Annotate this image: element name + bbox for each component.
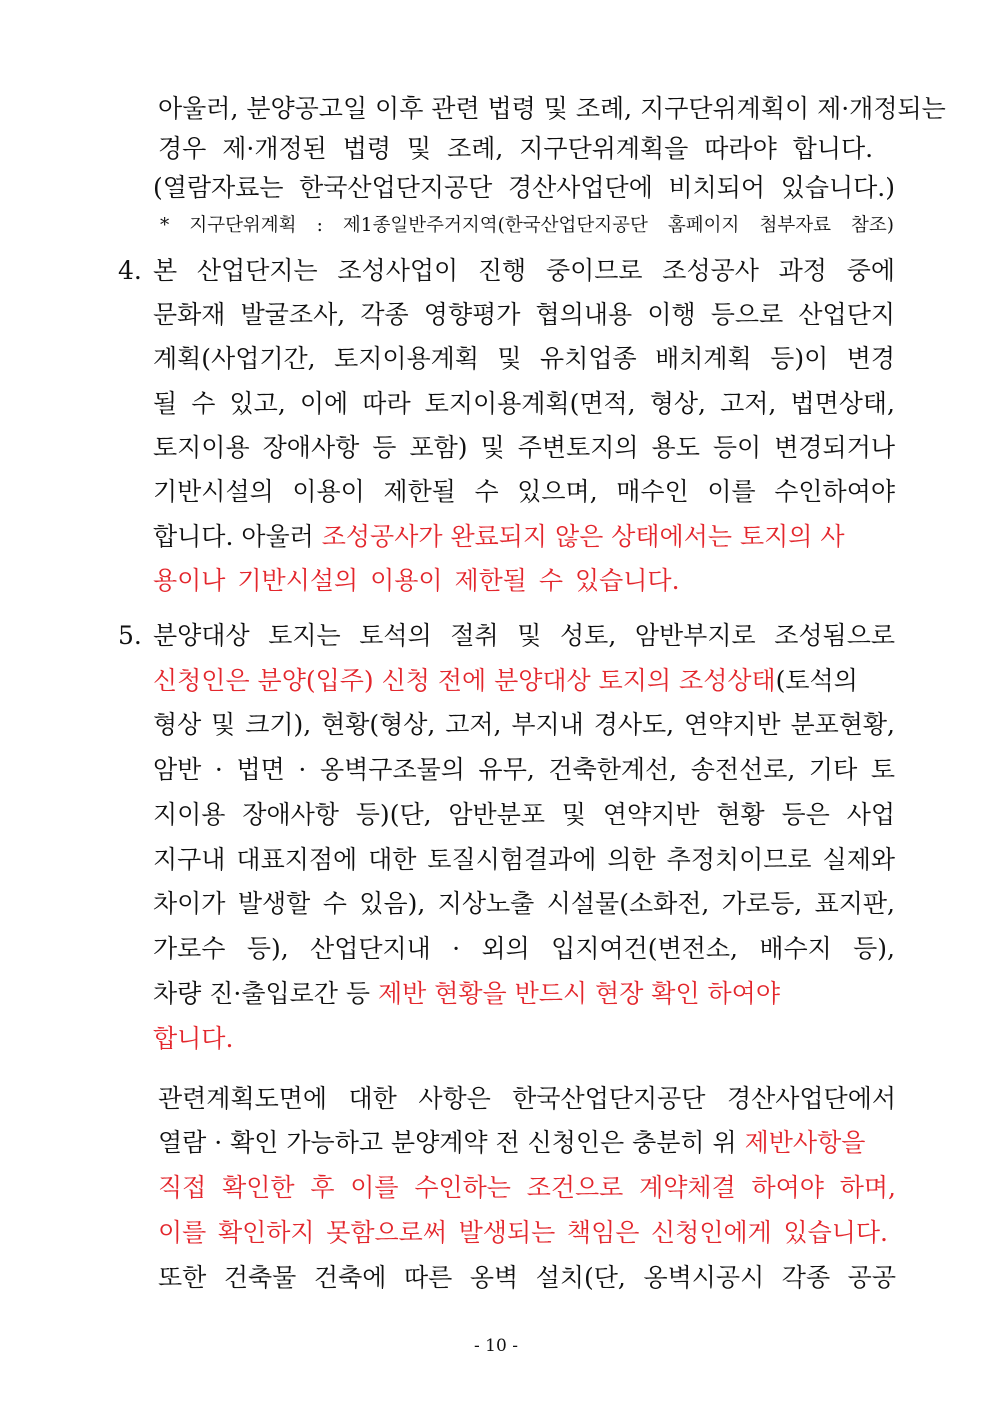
item-5-line-7: 차이가 발생할 수 있음), 지상노출 시설물(소화전, 가로등, 표지판, (153, 889, 895, 918)
para-line-3: 직접 확인한 후 이를 수인하는 조건으로 계약체결 하여야 하며, (158, 1173, 896, 1202)
item-4-warning: 조성공사가 완료되지 않은 상태에서는 토지의 사 (321, 522, 845, 551)
item-4-line-7 (153, 522, 895, 552)
para-line-4: 이를 확인하지 못함으로써 발생되는 책임은 신청인에게 있습니다. (158, 1218, 888, 1247)
item-5-warning-cont: 합니다. (153, 1024, 234, 1053)
item-5-line-9-text: 차량 진·출입로간 등 (153, 979, 378, 1008)
item-4-line-5: 토지이용 장애사항 등 포함) 및 주변토지의 용도 등이 변경되거나 (153, 433, 895, 462)
para-line-5: 또한 건축물 건축에 따른 옹벽 설치(단, 옹벽시공시 각종 공공 (158, 1263, 896, 1292)
item-5-line-3: 형상 및 크기), 현황(형상, 고저, 부지내 경사도, 연약지반 분포현황, (153, 710, 895, 739)
para-line-2 (158, 1128, 896, 1158)
intro-line-2: 경우 제·개정된 법령 및 조례, 지구단위계획을 따라야 합니다. (158, 134, 874, 163)
item-4-warning-cont: 용이나 기반시설의 이용이 제한될 수 있습니다. (153, 566, 680, 595)
item-4-line-2: 문화재 발굴조사, 각종 영향평가 협의내용 이행 등으로 산업단지 (153, 300, 895, 329)
para-line-2-text: 열람 · 확인 가능하고 분양계약 전 신청인은 충분히 위 (158, 1128, 745, 1157)
item-5-line-1: 분양대상 토지는 토석의 절취 및 성토, 암반부지로 조성됨으로 (153, 621, 895, 650)
item-4-line-6: 기반시설의 이용이 제한될 수 있으며, 매수인 이를 수인하여야 (153, 477, 895, 506)
item-5-line-9 (153, 979, 895, 1009)
zoning-note: * 지구단위계획 : 제1종일반주거지역(한국산업단지공단 홈페이지 첨부자료 참조) (160, 215, 894, 236)
intro-line-1: 아울러, 분양공고일 이후 관련 법령 및 조례, 지구단위계획이 제·개정되는 (158, 94, 946, 123)
item-4-line-3: 계획(사업기간, 토지이용계획 및 유치업종 배치계획 등)이 변경 (153, 344, 895, 373)
item-5-line-4: 암반 · 법면 · 옹벽구조물의 유무, 건축한계선, 송전선로, 기타 토 (153, 755, 895, 784)
page-number: - 10 - (474, 1336, 518, 1356)
item-5-line-6: 지구내 대표지점에 대한 토질시험결과에 의한 추정치이므로 실제와 (153, 845, 895, 874)
item-5-warning: 신청인은 분양(입주) 신청 전에 분양대상 토지의 조성상태 (153, 666, 776, 695)
item-5-line-5: 지이용 장애사항 등)(단, 암반분포 및 연약지반 현황 등은 사업 (153, 800, 895, 829)
item-4-line-1: 본 산업단지는 조성사업이 진행 중이므로 조성공사 과정 중에 (153, 256, 895, 285)
item-5-line-8: 가로수 등), 산업단지내 · 외의 입지여건(변전소, 배수지 등), (153, 934, 895, 963)
item-4-number: 4. (118, 256, 142, 285)
intro-line-3: (열람자료는 한국산업단지공단 경산사업단에 비치되어 있습니다.) (153, 173, 895, 202)
item-5-line-2 (153, 666, 895, 696)
item-5-line-2-text: (토석의 (775, 666, 858, 695)
item-4-line-7-text: 합니다. 아울러 (153, 522, 322, 551)
item-5-warning-2: 제반 현황을 반드시 현장 확인 하여야 (378, 979, 780, 1008)
item-5-number: 5. (118, 621, 142, 650)
para-line-1: 관련계획도면에 대한 사항은 한국산업단지공단 경산사업단에서 (158, 1084, 896, 1113)
para-warning: 제반사항을 (744, 1128, 866, 1157)
item-4-line-4: 될 수 있고, 이에 따라 토지이용계획(면적, 형상, 고저, 법면상태, (153, 389, 895, 418)
